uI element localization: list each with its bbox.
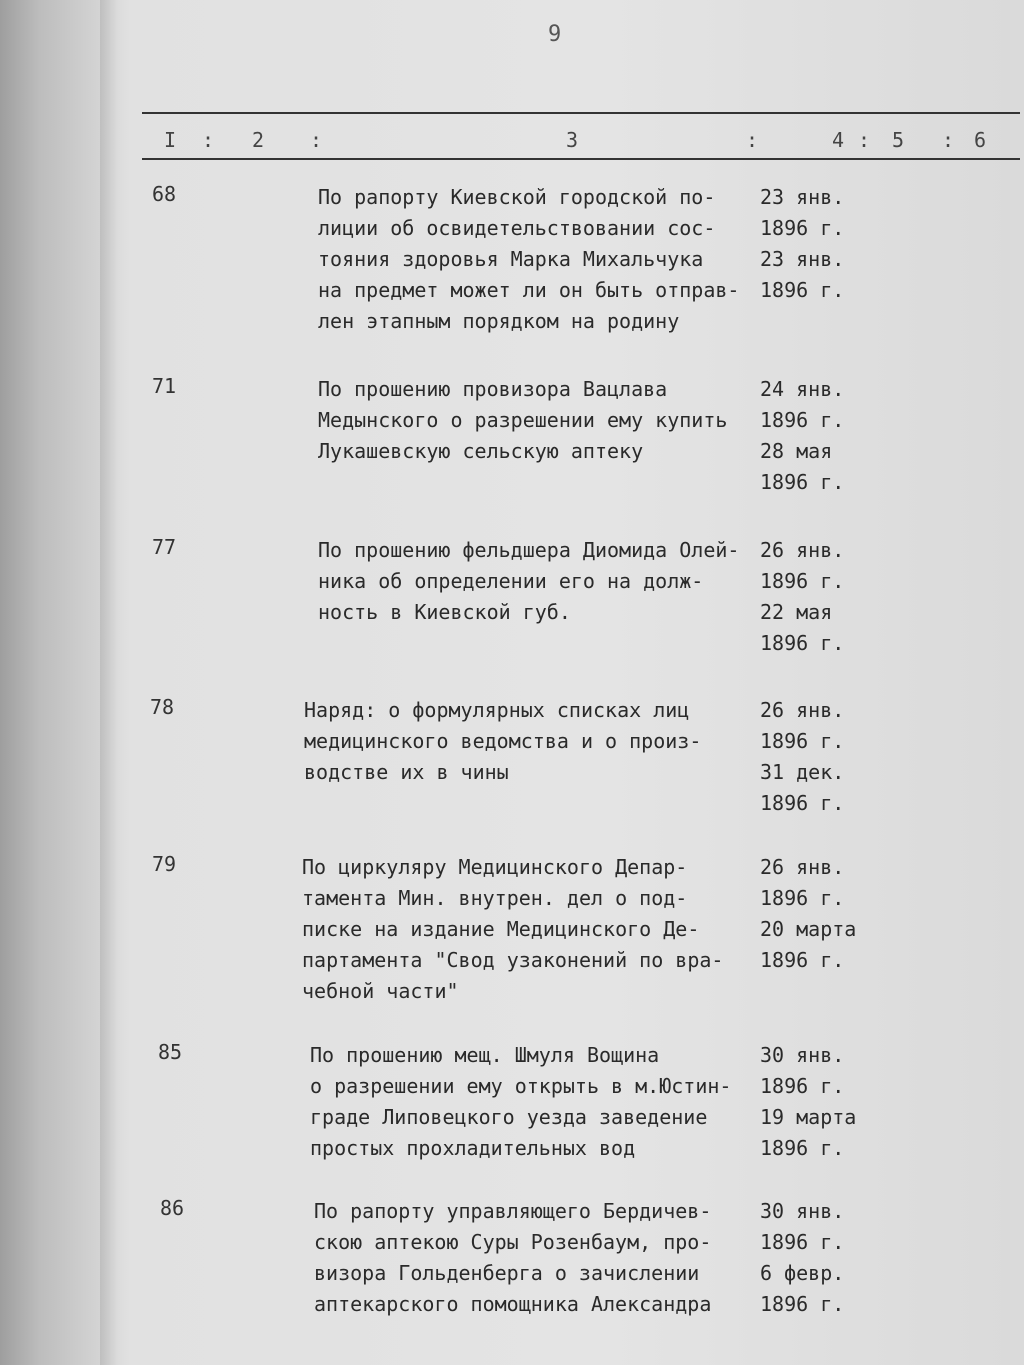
column-header-4: 4: [832, 128, 845, 152]
case-dates: 30 янв. 1896 г. 19 марта 1896 г.: [760, 1043, 857, 1160]
case-description: По прошению мещ. Шмуля Вощина о разрешении ему открыть в м.Юстин- граде Липовецкого уезда заведение простых прохладительных вод: [310, 1043, 732, 1160]
column-header-5: 5: [892, 128, 905, 152]
column-separator: :: [942, 128, 955, 152]
table-header-rule: [142, 158, 1020, 160]
column-separator: :: [202, 128, 215, 152]
case-dates: 24 янв. 1896 г. 28 мая 1896 г.: [760, 377, 845, 494]
column-separator: :: [858, 128, 871, 152]
column-separator: :: [746, 128, 759, 152]
case-dates: 26 янв. 1896 г. 31 дек. 1896 г.: [760, 698, 845, 815]
case-number: 85: [158, 1040, 183, 1064]
case-dates: 30 янв. 1896 г. 6 февр. 1896 г.: [760, 1199, 845, 1316]
case-description: По прошению фельдшера Диомида Олей- ника об определении его на долж- ность в Киевской губ.: [318, 538, 740, 624]
case-description: По рапорту Киевской городской по- лиции об освидетельствовании сос- тояния здоровья Марка Михальчука на предмет может ли он быть отправ- лен этапным порядком на родину: [318, 185, 740, 333]
case-number: 77: [152, 535, 177, 559]
page-binding-shadow: [100, 0, 118, 1365]
case-number: 68: [152, 182, 177, 206]
case-description: По прошению провизора Вацлава Медынского о разрешении ему купить Лукашевскую сельскую аптеку: [318, 377, 728, 463]
case-number: 78: [150, 695, 175, 719]
case-number: 79: [152, 852, 177, 876]
case-description: Наряд: о формулярных списках лиц медицинского ведомства и о произ- водстве их в чины: [304, 698, 702, 784]
case-number: 86: [160, 1196, 185, 1220]
column-separator: :: [310, 128, 323, 152]
case-description: По циркуляру Медицинского Депар- тамента Мин. внутрен. дел о под- писке на издание Медицинского Де- партамента "Свод узаконений по вра- чебной части": [302, 855, 724, 1003]
column-header-1: I: [164, 128, 177, 152]
column-header-6: 6: [974, 128, 987, 152]
case-dates: 23 янв. 1896 г. 23 янв. 1896 г.: [760, 185, 845, 302]
column-header-3: 3: [566, 128, 579, 152]
case-dates: 26 янв. 1896 г. 22 мая 1896 г.: [760, 538, 845, 655]
case-number: 71: [152, 374, 177, 398]
table-top-rule: [142, 112, 1020, 114]
page-number: 9: [548, 22, 562, 47]
column-header-2: 2: [252, 128, 265, 152]
case-description: По рапорту управляющего Бердичев- скою аптекою Суры Розенбаум, про- визора Гольденберга о зачислении аптекарского помощника Александра: [314, 1199, 712, 1316]
case-dates: 26 янв. 1896 г. 20 марта 1896 г.: [760, 855, 857, 972]
